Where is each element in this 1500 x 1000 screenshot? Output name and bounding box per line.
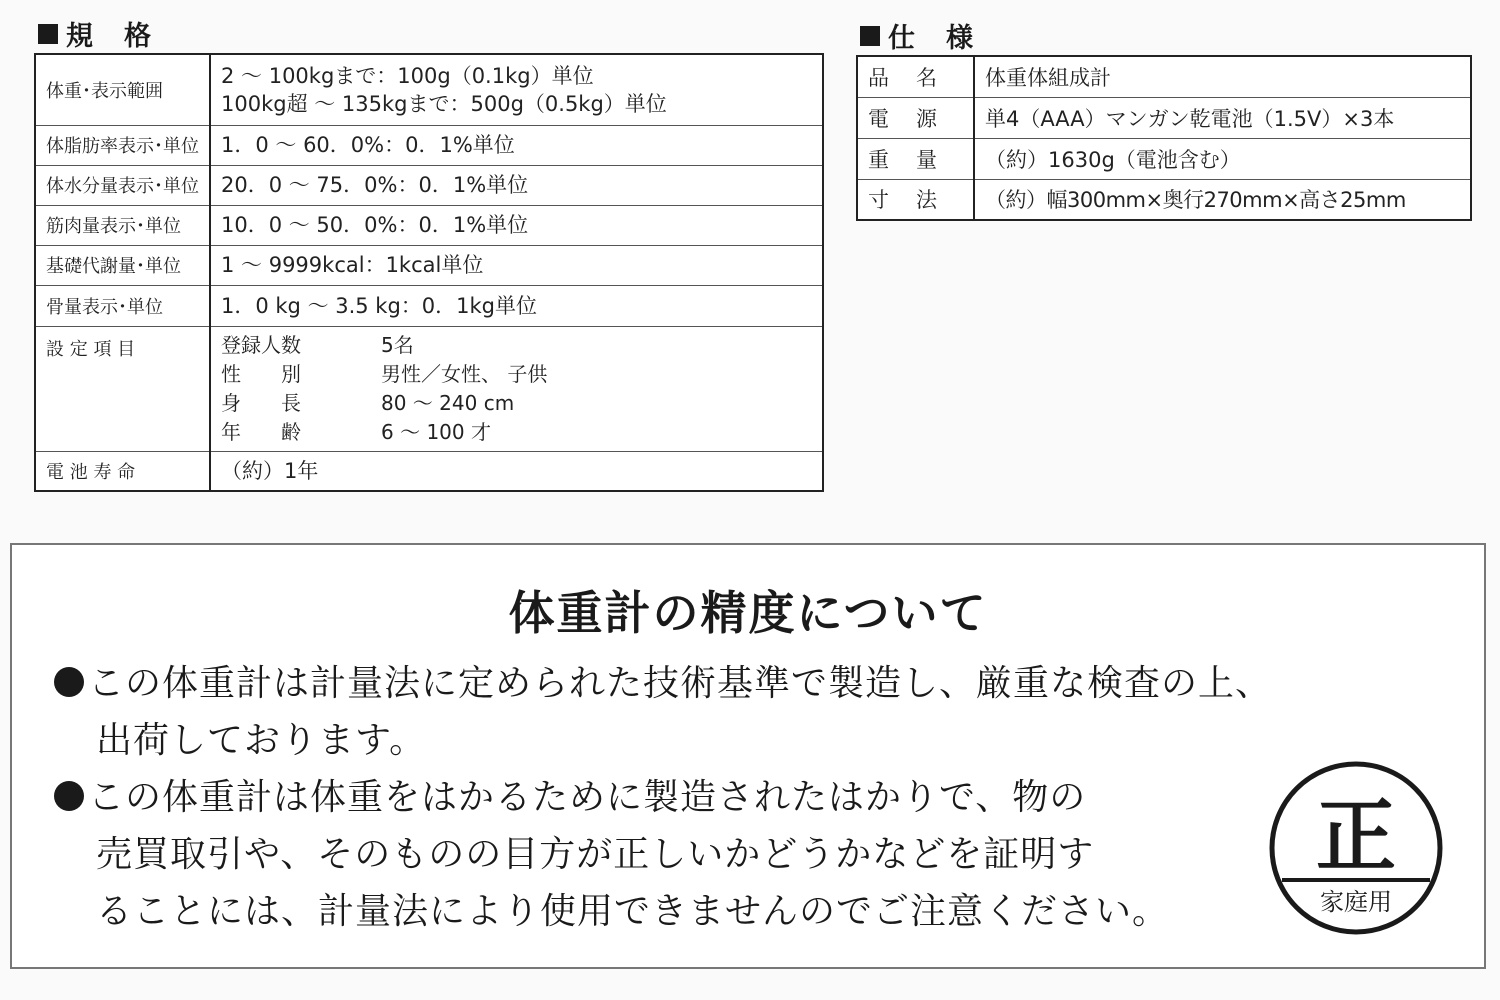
accuracy-notice-box (10, 543, 1486, 969)
table-row (35, 205, 823, 245)
paragraph-line: 売買取引や、そのものの目方が正しいかどうかなどを証明す (96, 834, 1095, 875)
settings-key: 性 別 (221, 361, 301, 386)
paragraph-line (54, 769, 1169, 826)
table-row (35, 165, 823, 205)
row-label: 寸 法 (857, 179, 974, 220)
settings-item (221, 360, 812, 389)
settings-list (210, 326, 823, 451)
notice-paragraph-2 (54, 769, 1169, 940)
seal-label: 家庭用 (1320, 888, 1392, 916)
line-text: この体重計は体重をはかるために製造されたはかりで、物の (88, 777, 1087, 818)
row-label: 基礎代謝量･単位 (35, 245, 210, 285)
row-value: （約）1年 (221, 458, 319, 483)
row-label: 体脂肪率表示･単位 (35, 125, 210, 165)
table-row (857, 179, 1471, 220)
row-value: 20．0 ～ 75．0%：0．1%単位 (210, 165, 823, 205)
row-label: 重 量 (857, 138, 974, 179)
table-row (35, 245, 823, 285)
paragraph-line: 出荷しております。 (96, 720, 427, 761)
settings-item (221, 418, 812, 447)
square-bullet-icon (860, 26, 880, 46)
value-line: 100kg超 ～ 135kgまで：500g（0.5kg）単位 (221, 91, 667, 116)
kikaku-title-text: 規 格 (66, 21, 153, 52)
table-row (857, 97, 1471, 138)
table-row (857, 138, 1471, 179)
notice-title: 体重計の精度について (508, 586, 988, 640)
kikaku-table (34, 53, 824, 492)
table-row (35, 326, 823, 451)
settings-key: 身 長 (221, 390, 301, 415)
row-value: 体重体組成計 (974, 56, 1471, 97)
kikaku-title (38, 14, 153, 53)
square-bullet-icon (38, 24, 58, 44)
row-label: 骨量表示･単位 (35, 285, 210, 326)
notice-paragraph-1 (54, 655, 1272, 769)
row-value: 1．0 ～ 60．0%：0．1%単位 (210, 125, 823, 165)
paragraph-line (54, 655, 1272, 712)
paragraph-line: ることには、計量法により使用できませんのでご注意ください。 (96, 891, 1170, 932)
row-value (210, 54, 823, 125)
settings-key: 年 齢 (221, 419, 301, 444)
row-value: 1．0 kg ～ 3.5 kg：0．1kg単位 (210, 285, 823, 326)
row-value: （約）幅300mm×奥行270mm×高さ25mm (985, 188, 1406, 213)
row-label: 体水分量表示･単位 (35, 165, 210, 205)
row-label: 品 名 (857, 56, 974, 97)
shiyou-title (860, 16, 975, 55)
settings-item (221, 331, 812, 360)
seal-mark: 正 (1316, 790, 1396, 883)
value-line: 2 ～ 100kgまで：100g（0.1kg）単位 (221, 63, 594, 88)
settings-value: 男性／女性、 子供 (381, 361, 548, 386)
settings-value: 6 ～ 100 才 (381, 419, 491, 444)
row-value: （約）1630g（電池含む） (974, 138, 1471, 179)
row-value: 10．0 ～ 50．0%：0．1%単位 (210, 205, 823, 245)
settings-key: 登録人数 (221, 332, 301, 357)
row-label: 体重･表示範囲 (35, 54, 210, 125)
row-value: 1 ～ 9999kcal：1kcal単位 (210, 245, 823, 285)
shiyou-table (856, 55, 1472, 221)
bullet-icon (54, 781, 84, 811)
table-row (35, 451, 823, 491)
settings-value: 80 ～ 240 cm (381, 390, 515, 415)
settings-value: 5名 (381, 332, 414, 357)
row-label: 電 源 (857, 97, 974, 138)
table-row (35, 125, 823, 165)
table-row (857, 56, 1471, 97)
settings-item (221, 389, 812, 418)
table-row (35, 285, 823, 326)
bullet-icon (54, 667, 84, 697)
household-scale-seal-icon (1266, 758, 1446, 938)
row-value: 単4（AAA）マンガン乾電池（1.5V）×3本 (974, 97, 1471, 138)
shiyou-title-text: 仕 様 (888, 23, 975, 54)
row-label: 電 池 寿 命 (35, 451, 210, 491)
row-label: 筋肉量表示･単位 (35, 205, 210, 245)
row-label: 設 定 項 目 (35, 326, 210, 451)
line-text: この体重計は計量法に定められた技術基準で製造し、厳重な検査の上、 (88, 663, 1273, 704)
table-row (35, 54, 823, 125)
